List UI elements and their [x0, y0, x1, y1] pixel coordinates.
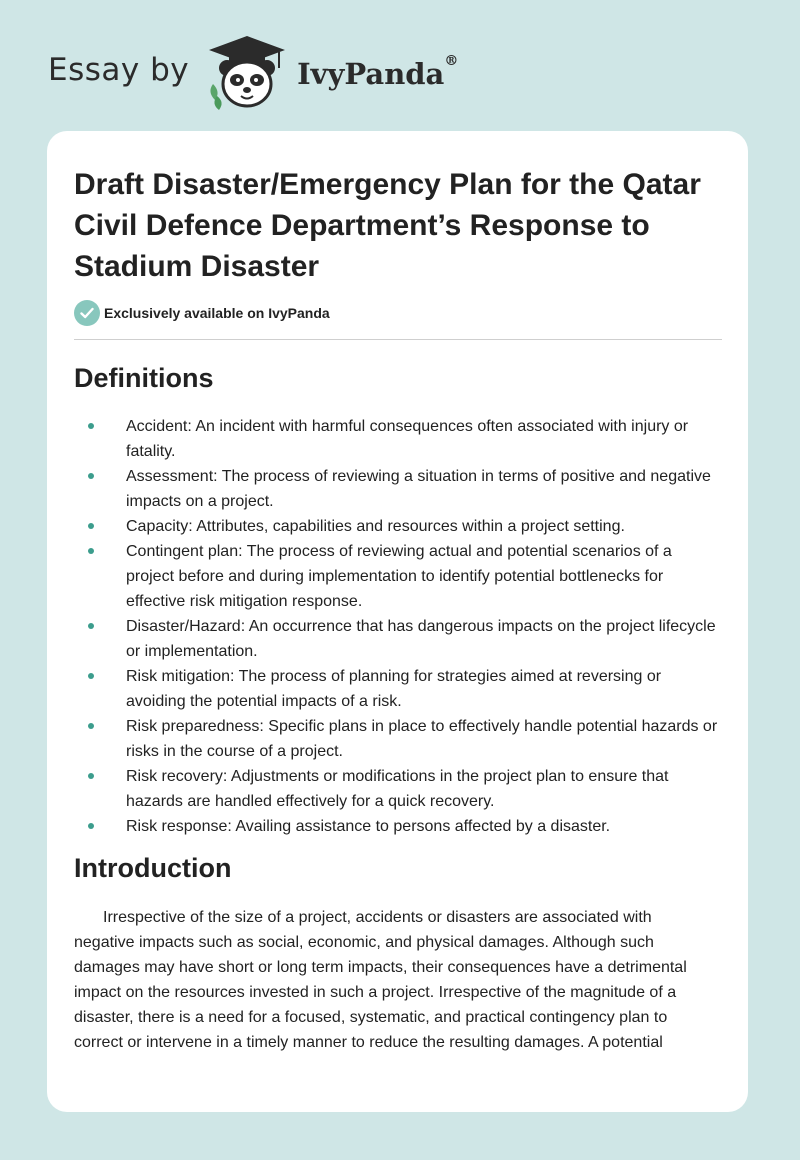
panda-logo-icon: [205, 34, 289, 110]
article-card: [47, 131, 748, 1112]
definition-item: Risk recovery: Adjustments or modifications in the project plan to ensure that hazards are handled effectively for a quick recovery.: [74, 764, 722, 814]
definitions-heading: Definitions: [74, 363, 214, 393]
brand-name: IvyPanda®: [297, 53, 459, 91]
page-title: Draft Disaster/Emergency Plan for the Qatar Civil Defence Department’s Response to Stadium Disaster: [74, 168, 701, 283]
title-divider: [74, 339, 722, 340]
definition-item: Risk mitigation: The process of planning for strategies aimed at reversing or avoiding the potential impacts of a risk.: [74, 664, 722, 714]
definition-item: Disaster/Hazard: An occurrence that has dangerous impacts on the project lifecycle or implementation.: [74, 614, 722, 664]
definition-item: Risk response: Availing assistance to persons affected by a disaster.: [74, 814, 722, 839]
definition-item: Assessment: The process of reviewing a situation in terms of positive and negative impacts on a project.: [74, 464, 722, 514]
definition-item: Accident: An incident with harmful consequences often associated with injury or fatality.: [74, 414, 722, 464]
definition-item: Contingent plan: The process of reviewing actual and potential scenarios of a project before and during implementation to identify potential bottlenecks for effective risk mitigation response.: [74, 539, 722, 614]
definition-item: Risk preparedness: Specific plans in place to effectively handle potential hazards or risks in the course of a project.: [74, 714, 722, 764]
brand-header[interactable]: [48, 34, 458, 110]
exclusive-badge-label: Exclusively available on IvyPanda: [104, 305, 330, 321]
introduction-paragraph: Irrespective of the size of a project, accidents or disasters are associated with negative impacts such as social, economic, and physical damages. Although such damages may have short or long term impacts, their consequences have a detrimental impact on the resources invested in such a project. Irrespective of the magnitude of a disaster, there is a need for a focused, systematic, and practical contingency plan to correct or intervene in a timely manner to reduce the resulting damages. A potential: [74, 909, 687, 1051]
brand-prefix: Essay by: [48, 52, 190, 88]
definitions-list: [74, 414, 722, 839]
exclusive-badge: [74, 300, 722, 326]
introduction-heading: Introduction: [74, 853, 232, 883]
definition-item: Capacity: Attributes, capabilities and resources within a project setting.: [74, 514, 722, 539]
check-icon: [74, 300, 100, 326]
